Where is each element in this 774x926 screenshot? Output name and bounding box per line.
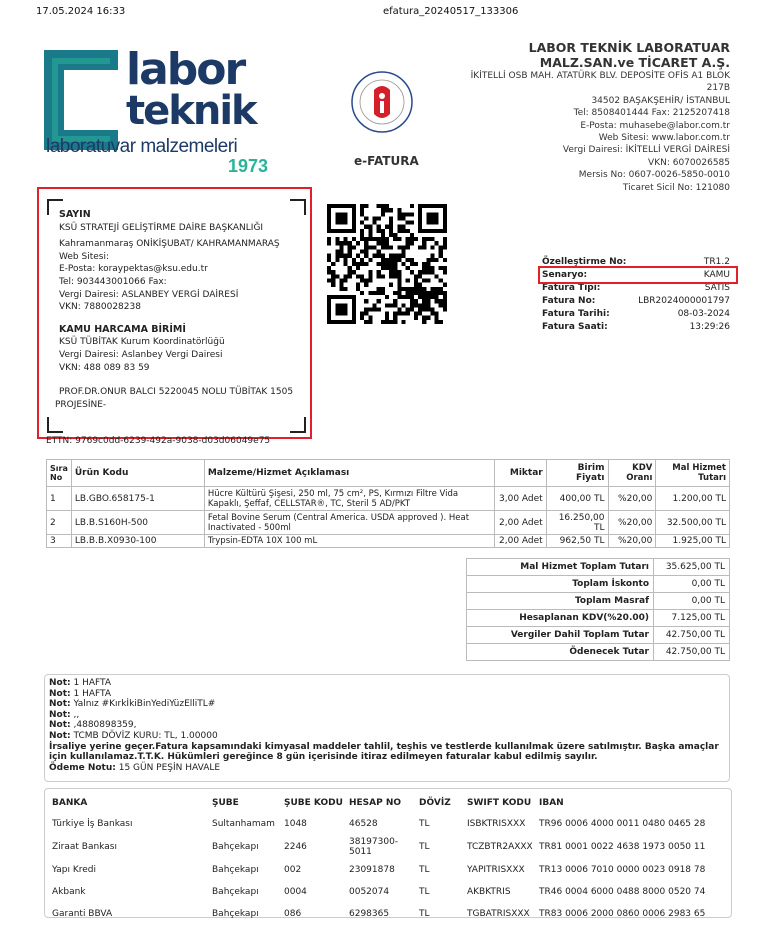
meta-row: Senaryo: KAMU [542, 270, 730, 280]
note-line: Not: 1 HAFTA [49, 678, 111, 688]
total-row: Mal Hizmet Toplam Tutarı 35.625,00 TL [467, 559, 730, 576]
seller-line: 217B [706, 83, 730, 94]
col-tutar: Mal Hizmet Tutarı [656, 460, 730, 487]
buyer-vkn: VKN: 7880028238 [59, 302, 141, 313]
buyer-label: SAYIN [59, 209, 91, 220]
seller-line: Tel: 8508401444 Fax: 2125207418 [573, 108, 730, 119]
table-row: 2 LB.B.S160H-500 Fetal Bovine Serum (Central America. USDA approved ). Heat Inactivated - 500ml 2,00 Adet 16.250,00 TL %20,00 32.500,00 TL [47, 511, 730, 535]
note-line: Not: ,, [49, 709, 80, 720]
bank-header: BANKA ŞUBE ŞUBE KODU HESAP NO DÖVİZ SWIFT KODU IBAN [52, 798, 564, 808]
total-row: Toplam Masraf 0,00 TL [467, 593, 730, 610]
meta-row: Fatura Tarihi: 08-03-2024 [542, 309, 730, 319]
logo-word-teknik: teknik [126, 88, 256, 134]
total-row: Vergiler Dahil Toplam Tutar 42.750,00 TL [467, 627, 730, 644]
buyer-unit-vkn: VKN: 488 089 83 59 [59, 362, 150, 373]
buyer-unit-name: KSÜ TÜBİTAK Kurum Koordinatörlüğü [59, 337, 225, 348]
seller-line: Mersis No: 0607-0026-5850-0010 [578, 170, 730, 181]
seller-line: 34502 BAŞAKŞEHİR/ İSTANBUL [591, 95, 730, 106]
col-fiyat: Birim Fiyatı [546, 460, 608, 487]
col-sira: Sıra No [47, 460, 72, 487]
legal-note: İrsaliye yerine geçer.Fatura kapsamındaki kimyasal maddeler tahlil, teşhis ve testlerde kullanılmak üzere satılmıştır. Başka amaçlar için kullanılamaz.T.T.K. Hükümleri gereğince 8 gün içerisinde itiraz edilmeyen faturalar kabul edilmiş sayılır. [49, 741, 719, 763]
notes-box [44, 674, 730, 782]
buyer-project-line2: PROJESİNE- [55, 399, 107, 410]
print-datetime: 17.05.2024 16:33 [36, 6, 126, 17]
col-kdv: KDV Oranı [608, 460, 656, 487]
seller-name-line2: MALZ.SAN.ve TİCARET A.Ş. [539, 55, 730, 70]
print-doc-title: efatura_20240517_133306 [383, 6, 519, 17]
logo-year: 1973 [228, 156, 269, 176]
note-line: Not: TCMB DÖVİZ KURU: TL, 1.00000 [49, 730, 218, 741]
bank-row: Akbank Bahçekapı 0004 0052074 TL AKBKTRIS TR46 0004 6000 0488 8000 0520 74 [52, 887, 706, 897]
buyer-address: Kahramanmaraş ONİKİŞUBAT/ KAHRAMANMARAŞ [59, 239, 280, 250]
seller-name-line1: LABOR TEKNİK LABORATUAR [528, 40, 730, 55]
bank-table [50, 793, 726, 925]
seller-line: E-Posta: muhasebe@labor.com.tr [580, 120, 730, 131]
bank-row: Türkiye İş Bankası Sultanhamam 1048 46528 TL ISBKTRISXXX TR96 0006 4000 0011 0480 0465 28 [52, 819, 706, 829]
meta-row: Özelleştirme No: TR1.2 [542, 257, 730, 267]
payment-note: Ödeme Notu: 15 GÜN PEŞİN HAVALE [49, 762, 221, 773]
gib-seal-icon [350, 70, 414, 134]
efatura-label: e-FATURA [354, 154, 419, 168]
bank-row: Yapı Kredi Bahçekapı 002 23091878 TL YAPITRISXXX TR13 0006 7010 0000 0023 0918 78 [52, 865, 706, 875]
note-line: Not: Yalnız #KırkİkiBinYediYüzElliTL# [49, 699, 216, 710]
col-aciklama: Malzeme/Hizmet Açıklaması [204, 460, 494, 487]
table-row: 1 LB.GBO.658175-1 Hücre Kültürü Şişesi, 250 ml, 75 cm², PS, Kırmızı Filtre Vida Kapaklı, Şeffaf, CELLSTAR®, TC, Steril 5 AD/PKT 3,00 Adet 400,00 TL %20,00 1.200,00 TL [47, 487, 730, 511]
ettn: ETTN: 9769c0dd-6239-492a-9038-d03d06049e75 [46, 436, 271, 446]
total-row: Ödenecek Tutar 42.750,00 TL [467, 644, 730, 661]
buyer-tax-office: Vergi Dairesi: ASLANBEY VERGİ DAİRESİ [59, 289, 239, 300]
bank-accounts-box [44, 788, 732, 918]
seller-info [410, 40, 730, 194]
buyer-tel: Tel: 903443001066 Fax: [59, 276, 167, 287]
note-line: Not: 1 HAFTA [49, 688, 111, 699]
total-row: Toplam İskonto 0,00 TL [467, 576, 730, 593]
meta-row: Fatura Saati: 13:29:26 [542, 322, 730, 332]
buyer-box [37, 187, 312, 439]
bank-row: Garanti BBVA Bahçekapı 086 6298365 TL TGBATRISXXX TR83 0006 2000 0860 0006 2983 65 [52, 909, 706, 919]
logo-word-labor: labor [126, 44, 245, 95]
col-kod: Ürün Kodu [71, 460, 204, 487]
seller-line: İKİTELLİ OSB MAH. ATATÜRK BLV. DEPOSİTE OFİS A1 BLOK [470, 71, 730, 81]
qr-code-icon [327, 203, 447, 325]
seller-line: Vergi Dairesi: İKİTELLİ VERGİ DAİRESİ [562, 145, 730, 156]
bank-row: Ziraat Bankası Bahçekapı 2246 38197300-5011 TL TCZBTR2AXXX TR81 0001 0022 4638 1973 0050 11 [52, 837, 706, 857]
buyer-email: E-Posta: koraypektas@ksu.edu.tr [59, 264, 208, 275]
logo-subtitle: laboratuvar malzemeleri [46, 136, 238, 157]
buyer-name: KSÜ STRATEJİ GELİŞTİRME DAİRE BAŞKANLIĞI [59, 222, 264, 233]
table-row: 3 LB.B.B.X0930-100 Trypsin-EDTA 10X 100 mL 2,00 Adet 962,50 TL %20,00 1.925,00 TL [47, 535, 730, 548]
meta-row: Fatura Tipi: SATIS [542, 283, 730, 293]
buyer-unit-title: KAMU HARCAMA BİRİMİ [59, 323, 186, 335]
items-table [46, 459, 730, 548]
scenario-highlight [538, 266, 738, 284]
seller-line: Ticaret Sicil No: 121080 [622, 182, 730, 193]
buyer-info [55, 209, 309, 411]
buyer-unit-tax: Vergi Dairesi: Aslanbey Vergi Dairesi [59, 349, 223, 360]
total-row: Hesaplanan KDV(%20.00) 7.125,00 TL [467, 610, 730, 627]
meta-row: Fatura No: LBR2024000001797 [542, 296, 730, 306]
totals-table [466, 558, 730, 661]
labor-logo-icon [44, 50, 118, 150]
col-miktar: Miktar [494, 460, 546, 487]
buyer-web: Web Sitesi: [59, 251, 109, 262]
note-line: Not: ,4880898359, [49, 720, 137, 731]
seller-line: VKN: 6070026585 [648, 157, 730, 168]
items-header [47, 460, 730, 487]
buyer-project-line1: PROF.DR.ONUR BALCI 5220045 NOLU TÜBİTAK 1505 [59, 387, 294, 398]
seller-line: Web Sitesi: www.labor.com.tr [598, 133, 730, 144]
